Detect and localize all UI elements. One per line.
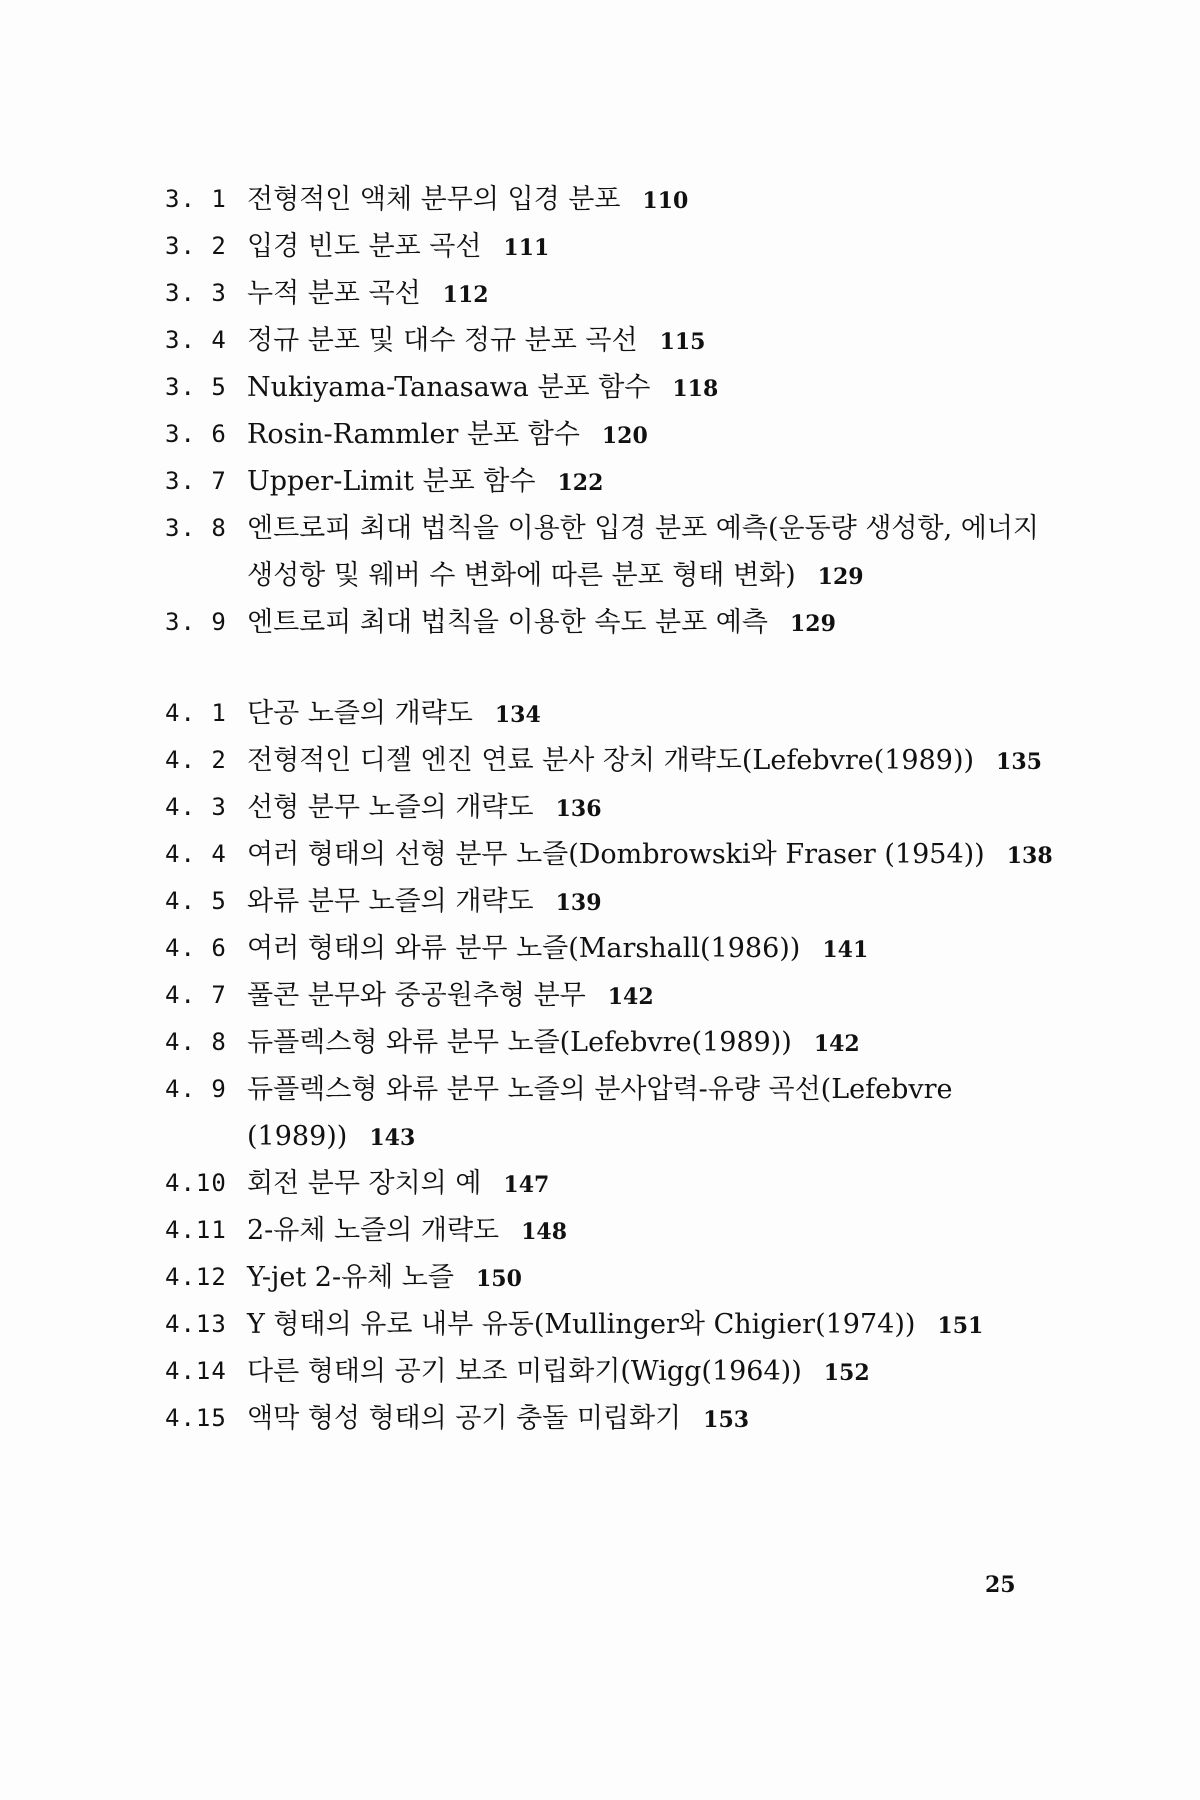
figure-title: 엔트로피 최대 법칙을 이용한 속도 분포 예측 [247, 607, 768, 638]
list-item [165, 690, 1065, 737]
figure-number: 4. 1 [165, 699, 227, 727]
list-item [165, 1395, 1065, 1442]
figure-page: 129 [817, 564, 864, 590]
list-item [165, 411, 1065, 458]
figure-title: 엔트로피 최대 법칙을 이용한 입경 분포 예측(운동량 생성항, 에너지 생성항 및 웨버 수 변화에 따른 분포 형태 변화) [247, 513, 1039, 591]
figure-number: 3. 5 [165, 373, 227, 401]
list-item [165, 1019, 1065, 1066]
list-item [165, 784, 1065, 831]
figure-page: 122 [557, 470, 604, 496]
list-item [165, 1160, 1065, 1207]
figure-page: 115 [659, 329, 706, 355]
figure-list-chapter-3 [165, 176, 1065, 646]
figure-number: 4. 2 [165, 746, 227, 774]
figure-page: 120 [601, 423, 648, 449]
figure-page: 138 [1006, 843, 1053, 869]
figure-title: 전형적인 액체 분무의 입경 분포 [247, 184, 621, 215]
figure-title: 듀플렉스형 와류 분무 노즐(Lefebvre(1989)) [247, 1027, 792, 1058]
figure-title: 듀플렉스형 와류 분무 노즐의 분사압력-유량 곡선(Lefebvre (1989)) [247, 1074, 953, 1152]
figure-number: 3. 2 [165, 232, 227, 260]
list-item [165, 1301, 1065, 1348]
figure-page: 142 [607, 984, 654, 1010]
figure-title: 선형 분무 노즐의 개략도 [247, 792, 534, 823]
figure-number: 4.15 [165, 1404, 227, 1432]
figure-page: 150 [475, 1266, 522, 1292]
figure-number: 3. 1 [165, 185, 227, 213]
figure-number: 3. 7 [165, 467, 227, 495]
figure-title: 여러 형태의 와류 분무 노즐(Marshall(1986)) [247, 933, 801, 964]
figure-title: 2-유체 노즐의 개략도 [247, 1215, 500, 1246]
figure-number: 4. 8 [165, 1028, 227, 1056]
list-item [165, 223, 1065, 270]
figure-page: 139 [555, 890, 602, 916]
figure-number: 3. 8 [165, 514, 227, 542]
figure-title: Nukiyama-Tanasawa 분포 함수 [247, 372, 651, 403]
list-item [165, 1207, 1065, 1254]
list-item [165, 176, 1065, 223]
figure-title: 전형적인 디젤 엔진 연료 분사 장치 개략도(Lefebvre(1989)) [247, 745, 975, 776]
figure-title: 와류 분무 노즐의 개략도 [247, 886, 534, 917]
figure-page: 134 [494, 702, 541, 728]
figure-title: Y-jet 2-유체 노즐 [247, 1262, 454, 1293]
figure-number: 4.11 [165, 1216, 227, 1244]
list-item [165, 364, 1065, 411]
list-item [165, 1348, 1065, 1395]
list-item [165, 1066, 1065, 1160]
list-item [165, 1254, 1065, 1301]
figure-title: Rosin-Rammler 분포 함수 [247, 419, 580, 450]
figure-number: 3. 4 [165, 326, 227, 354]
figure-title: 누적 분포 곡선 [247, 278, 421, 309]
figure-page: 151 [937, 1313, 984, 1339]
figure-number: 3. 9 [165, 608, 227, 636]
figure-title: 다른 형태의 공기 보조 미립화기(Wigg(1964)) [247, 1356, 802, 1387]
figure-page: 148 [521, 1219, 568, 1245]
figure-title: 액막 형성 형태의 공기 충돌 미립화기 [247, 1403, 682, 1434]
figure-page: 112 [442, 282, 489, 308]
figure-number: 4.12 [165, 1263, 227, 1291]
figure-page: 135 [996, 749, 1042, 775]
list-item [165, 878, 1065, 925]
figure-page: 118 [672, 376, 719, 402]
figure-page: 147 [503, 1172, 550, 1198]
list-item [165, 831, 1065, 878]
figure-title: 정규 분포 및 대수 정규 분포 곡선 [247, 325, 638, 356]
list-item [165, 505, 1065, 599]
figure-page: 142 [813, 1031, 860, 1057]
figure-page: 110 [642, 188, 689, 214]
figure-number: 4. 7 [165, 981, 227, 1009]
list-item [165, 458, 1065, 505]
list-item [165, 925, 1065, 972]
figure-page: 143 [369, 1125, 416, 1151]
figure-title: 회전 분무 장치의 예 [247, 1168, 482, 1199]
figure-page: 129 [789, 611, 836, 637]
figure-number: 4. 9 [165, 1075, 227, 1103]
figure-page: 141 [822, 937, 869, 963]
figure-number: 4. 4 [165, 840, 227, 868]
list-item [165, 972, 1065, 1019]
figure-page: 152 [823, 1360, 870, 1386]
figure-number: 4. 6 [165, 934, 227, 962]
figure-number: 3. 6 [165, 420, 227, 448]
figure-number: 3. 3 [165, 279, 227, 307]
list-item [165, 270, 1065, 317]
figure-page: 111 [503, 235, 550, 261]
page-number: 25 [985, 1572, 1016, 1598]
figure-number: 4. 5 [165, 887, 227, 915]
figure-title: Y 형태의 유로 내부 유동(Mullinger와 Chigier(1974)) [247, 1309, 916, 1340]
figure-title: Upper-Limit 분포 함수 [247, 466, 536, 497]
figure-title: 단공 노즐의 개략도 [247, 698, 473, 729]
figure-page: 136 [555, 796, 602, 822]
figure-list-chapter-4 [165, 690, 1065, 1442]
figure-number: 4.14 [165, 1357, 227, 1385]
figure-number: 4. 3 [165, 793, 227, 821]
list-item [165, 317, 1065, 364]
figure-title: 풀콘 분무와 중공원추형 분무 [247, 980, 586, 1011]
list-item [165, 599, 1065, 646]
figure-title: 입경 빈도 분포 곡선 [247, 231, 482, 262]
figure-page: 153 [703, 1407, 750, 1433]
figure-number: 4.13 [165, 1310, 227, 1338]
figure-number: 4.10 [165, 1169, 227, 1197]
figure-title: 여러 형태의 선형 분무 노즐(Dombrowski와 Fraser (1954)) [247, 839, 985, 870]
list-item [165, 737, 1065, 784]
